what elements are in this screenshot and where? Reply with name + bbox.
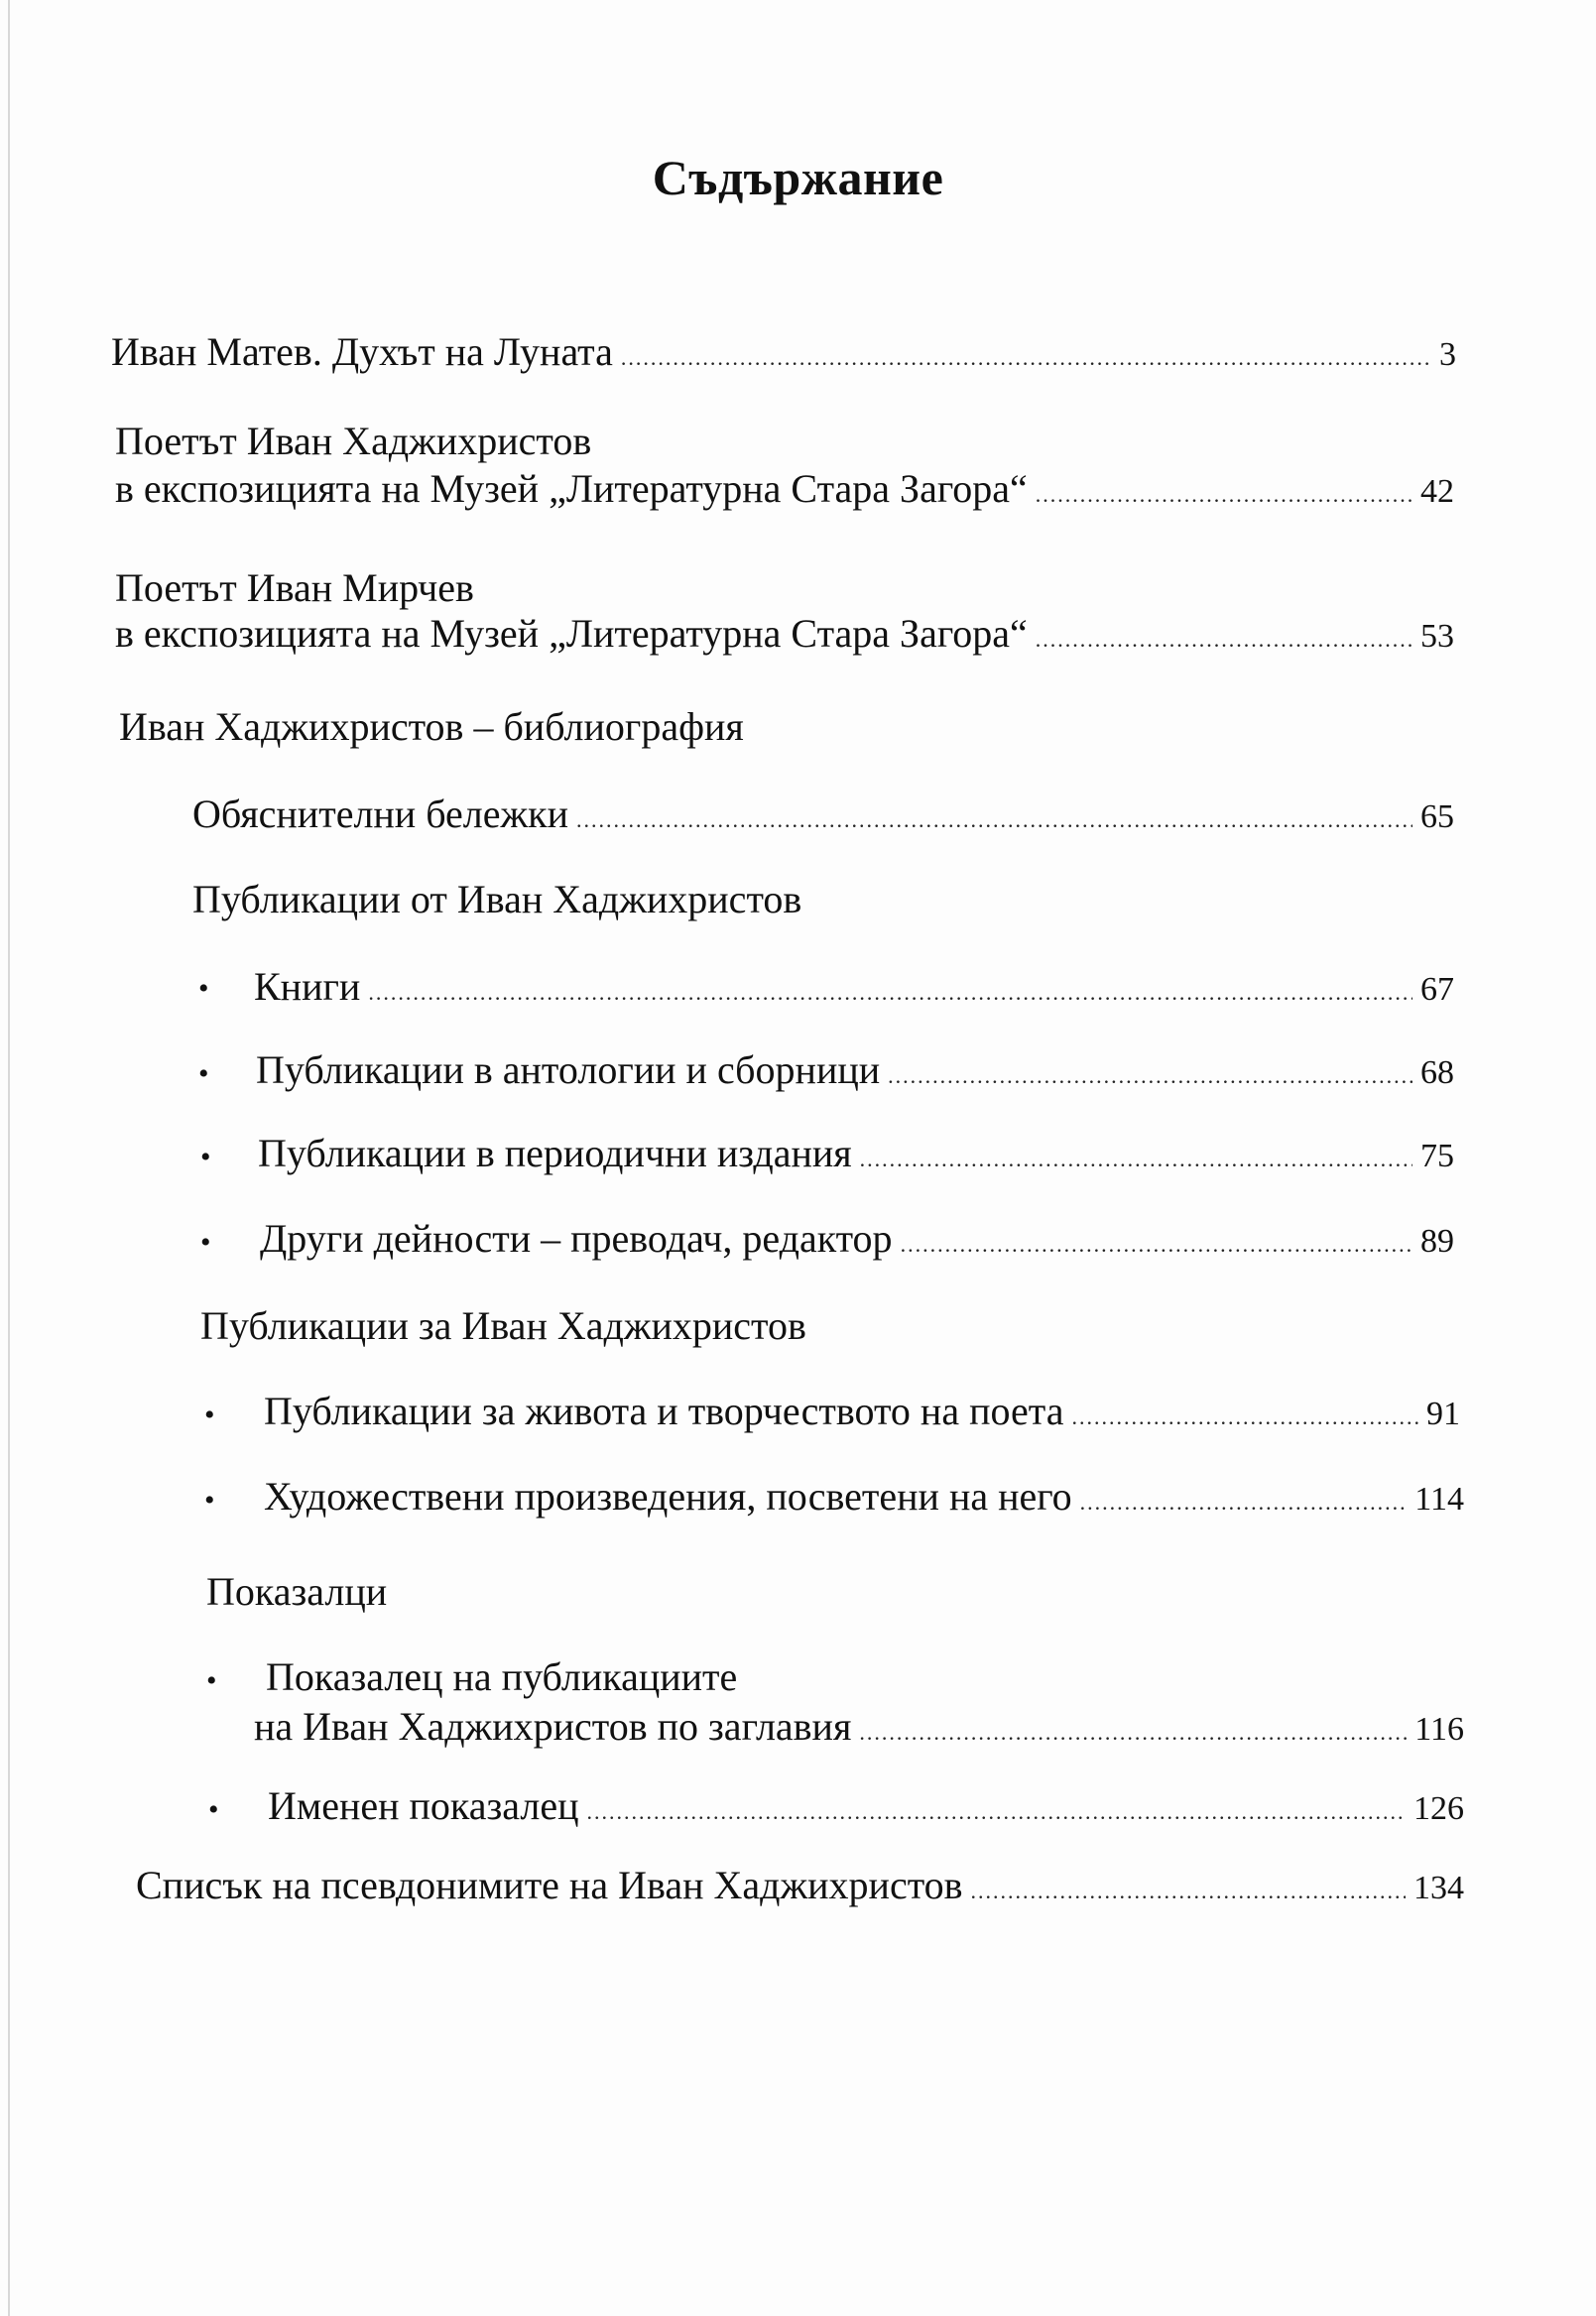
toc-page-number: 3: [1439, 336, 1456, 373]
bullet-icon: •: [206, 1664, 217, 1697]
toc-entry[interactable]: [111, 327, 1456, 377]
toc-page-number: 68: [1420, 1054, 1454, 1091]
bullet-icon: •: [204, 1399, 215, 1431]
toc-entry[interactable]: [115, 609, 1454, 659]
toc-entry-title: Показалци: [206, 1569, 388, 1614]
toc-entry-title: Списък на псевдонимите на Иван Хаджихристов: [136, 1863, 963, 1907]
toc-entry[interactable]: [254, 962, 1454, 1012]
bullet-icon: •: [208, 1793, 219, 1826]
toc-entry[interactable]: [264, 1387, 1460, 1436]
toc-entry-title: Публикации в периодични издания: [258, 1131, 852, 1175]
toc-page-number: 75: [1420, 1138, 1454, 1174]
toc-entry[interactable]: [115, 464, 1454, 514]
toc-entry[interactable]: [254, 1702, 1464, 1752]
dot-leader: [1036, 615, 1412, 665]
toc-page-number: 114: [1414, 1481, 1464, 1518]
dot-leader: [621, 333, 1431, 383]
toc-entry-title: Книги: [254, 964, 361, 1009]
bullet-icon: •: [200, 1141, 211, 1173]
toc-entry[interactable]: [256, 1045, 1454, 1095]
toc-page-number: 89: [1420, 1223, 1454, 1260]
toc-page-number: 53: [1420, 618, 1454, 655]
toc-entry-line1: [115, 417, 591, 466]
toc-entry[interactable]: [260, 1214, 1454, 1264]
bullet-icon: •: [198, 972, 209, 1005]
dot-leader: [901, 1220, 1412, 1270]
toc-entry[interactable]: [264, 1472, 1464, 1522]
bullet-icon: •: [198, 1057, 209, 1090]
toc-entry-title: Иван Хаджихристов – библиография: [119, 704, 744, 749]
dot-leader: [971, 1867, 1406, 1916]
toc-page-number: 126: [1413, 1790, 1464, 1827]
toc-entry-title: в експозицията на Музей „Литературна Стара Загора“: [115, 466, 1028, 511]
toc-entry-title: Публикации за живота и творчеството на поета: [264, 1389, 1064, 1433]
toc-entry-title-line1: Поетът Иван Хаджихристов: [115, 419, 592, 463]
dot-leader: [368, 968, 1412, 1018]
toc-subsection-heading[interactable]: [200, 1301, 806, 1351]
bullet-icon: •: [200, 1226, 211, 1259]
toc-subsection-heading[interactable]: [206, 1567, 387, 1617]
dot-leader: [1080, 1478, 1408, 1527]
toc-entry-line1: [266, 1652, 737, 1702]
toc-entry[interactable]: [268, 1781, 1464, 1831]
toc-entry[interactable]: [192, 790, 1454, 839]
toc-page-number: 67: [1420, 971, 1454, 1008]
toc-section-heading[interactable]: [119, 702, 744, 752]
toc-entry-line1: [115, 563, 474, 613]
toc-page-number: 42: [1420, 473, 1454, 510]
bullet-icon: •: [204, 1484, 215, 1517]
toc-entry-title: Други дейности – преводач, редактор: [260, 1216, 893, 1261]
toc-entry-title-line1: Поетът Иван Мирчев: [115, 565, 474, 610]
dot-leader: [859, 1708, 1407, 1758]
dot-leader: [576, 795, 1412, 845]
dot-leader: [860, 1135, 1412, 1184]
toc-entry-title: Публикации в антологии и сборници: [256, 1047, 881, 1092]
toc-entry-title: Именен показалец: [268, 1783, 579, 1828]
toc-page-number: 91: [1426, 1396, 1460, 1432]
toc-entry-title: Художествени произведения, посветени на него: [264, 1474, 1072, 1519]
toc-page-number: 134: [1413, 1870, 1464, 1906]
toc-entry-title: Публикации за Иван Хаджихристов: [200, 1303, 806, 1348]
toc-page-number: 116: [1414, 1711, 1464, 1748]
dot-leader: [1071, 1393, 1418, 1442]
scan-page-edge: [8, 0, 10, 2316]
toc-entry-title-line1: Показалец на публикациите: [266, 1654, 738, 1699]
toc-subsection-heading[interactable]: [192, 875, 801, 924]
dot-leader: [1036, 470, 1412, 520]
toc-entry-title: Иван Матев. Духът на Луната: [111, 329, 613, 374]
toc-page-number: 65: [1420, 798, 1454, 835]
toc-entry-title: на Иван Хаджихристов по заглавия: [254, 1704, 852, 1749]
toc-entry[interactable]: [258, 1129, 1454, 1178]
toc-entry-title: Обяснителни бележки: [192, 792, 568, 836]
toc-entry-title: Публикации от Иван Хаджихристов: [192, 877, 802, 921]
toc-entry-title: в експозицията на Музей „Литературна Стара Загора“: [115, 611, 1028, 656]
page-title: Съдържание: [652, 150, 944, 205]
dot-leader: [888, 1051, 1412, 1101]
toc-entry[interactable]: [136, 1861, 1464, 1910]
dot-leader: [587, 1787, 1406, 1837]
